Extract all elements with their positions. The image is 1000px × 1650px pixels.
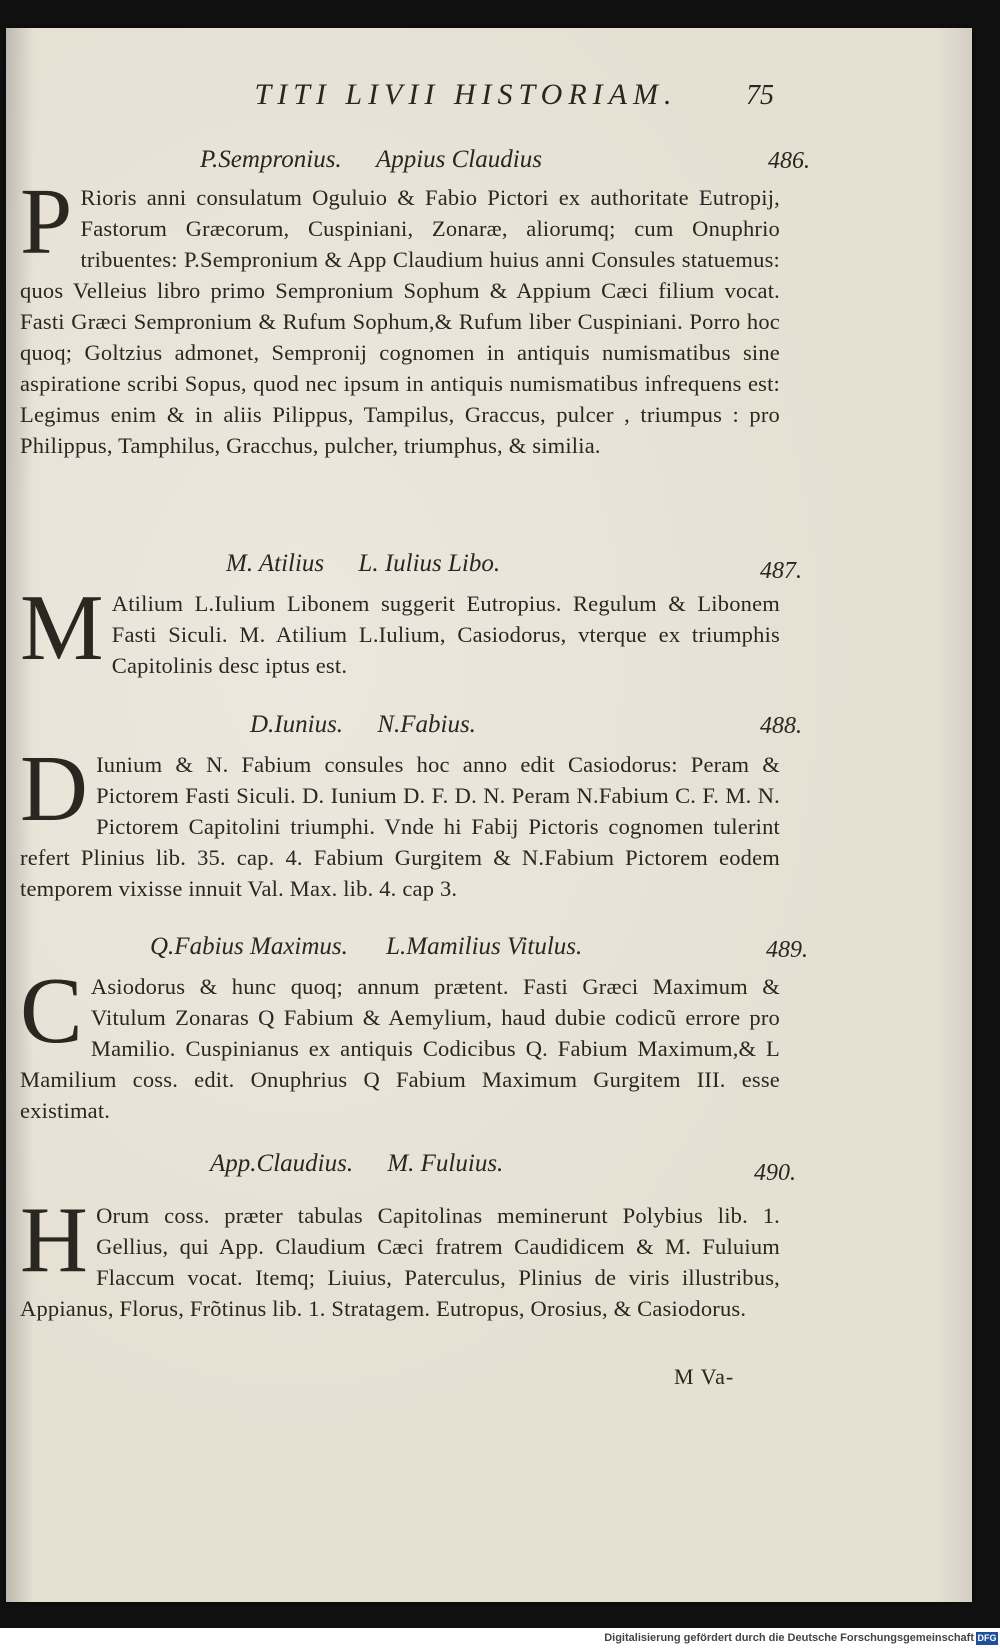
funding-credit: Digitalisierung gefördert durch die Deutsche Forschungsgemeinschaft (604, 1632, 974, 1644)
book-page (6, 28, 972, 1602)
consul-name: App.Claudius. (210, 1150, 354, 1177)
consul-name: M. Atilius (226, 550, 325, 577)
section-488 (20, 711, 802, 904)
paragraph (20, 170, 780, 461)
paragraph (20, 1188, 780, 1324)
drop-cap: D (20, 737, 89, 841)
drop-cap: M (20, 576, 104, 680)
section-heading (20, 550, 780, 578)
page-number: 75 (746, 80, 774, 111)
section-489 (20, 933, 808, 1126)
consul-name: M. Fuluius. (387, 1150, 504, 1177)
consul-name: Q.Fabius Maximus. (150, 933, 348, 960)
consul-name: Appius Claudius (375, 146, 542, 173)
section-490 (20, 1150, 796, 1324)
section-heading (20, 711, 780, 739)
year-marginal-note: 490. (754, 1160, 796, 1186)
drop-cap: H (20, 1188, 89, 1292)
catchword: M Va- (674, 1364, 735, 1389)
paragraph (20, 959, 780, 1126)
year-marginal-note: 489. (766, 937, 808, 963)
consul-name: N.Fabius. (377, 711, 476, 738)
section-heading (20, 933, 780, 961)
dfg-logo-icon: DFG (977, 1633, 997, 1643)
consul-name: P.Sempronius. (200, 146, 342, 173)
section-486 (20, 146, 810, 461)
drop-cap: C (20, 959, 83, 1063)
section-heading (20, 1150, 780, 1178)
running-title: TITI LIVII HISTORIAM. (254, 78, 678, 111)
year-marginal-note: 486. (768, 148, 810, 174)
paragraph-text: Orum coss. præter tabulas Capitolinas meminerunt Polybius lib. 1. Gellius, qui App. Claudium Cæci fratrem Caudidicem & M. Fuluium Flaccum vocat. Itemq; Liuius, Paterculus, Plinius de viris illustribus, Appianus, Florus, Frõtinus lib. 1. Stratagem. Eutropus, Orosius, & Casiodorus. (20, 1203, 780, 1321)
paragraph (20, 576, 780, 681)
paragraph-text: Rioris anni consulatum Oguluio & Fabio Pictori ex authoritate Eutropij, Fastorum Græcorum, Cuspiniani, Zonaræ, aliorumq; cum Onuphrio tribuentes: P.Sempronium & App Claudium huius anni Consules statuemus: quos Velleius libro primo Sempronium Sophum & Appium Cæci filium vocat. Fasti Græci Sempronium & Rufum Sophum,& Rufum liber Cuspiniani. Porro hoc quoq; Goltzius admonet, Sempronij cognomen in antiquis numismatibus sine aspiratione scribi Sopus, quod nec ipsum in antiquis numismatibus infrequens est: Legimus enim & in aliis Pilippus, Tampilus, Graccus, pulcer , triumpus : pro Philippus, Tamphilus, Gracchus, pulcher, triumphus, & similia. (20, 185, 780, 458)
paragraph (20, 737, 780, 904)
paragraph-text: Iunium & N. Fabium consules hoc anno edit Casiodorus: Peram & Pictorem Fasti Siculi. D. Iunium D. F. D. N. Peram N.Fabium C. F. M. N. Pictorem Capitolini triumphi. Vnde hi Fabij Pictoris cognomen tulerint refert Plinius lib. 35. cap. 4. Fabium Gurgitem & N.Fabium Pictorem eodem temporem vixisse innuit Val. Max. lib. 4. cap 3. (20, 752, 780, 901)
year-marginal-note: 488. (760, 713, 802, 739)
year-marginal-note: 487. (760, 558, 802, 584)
paragraph-text: Atilium L.Iulium Libonem suggerit Eutropius. Regulum & Libonem Fasti Siculi. M. Atilium L.Iulium, Casiodorus, vterque ex triumphis Capitolinis desc iptus est. (111, 591, 780, 678)
consul-name: L.Mamilius Vitulus. (386, 933, 583, 960)
section-487 (20, 550, 802, 681)
drop-cap: P (20, 170, 73, 274)
paragraph-text: Asiodorus & hunc quoq; annum prætent. Fasti Græci Maximum & Vitulum Zonaras Q Fabium & Aemylium, haud dubie codicũ errore pro Mamilio. Cuspinianus ex antiquis Codicibus Q. Fabium Maximum,& L Mamilium coss. edit. Onuphrius Q Fabium Maximum Gurgitem III. esse existimat. (20, 974, 780, 1123)
section-heading (20, 146, 780, 174)
digitization-footer (0, 1628, 1000, 1650)
consul-name: D.Iunius. (250, 711, 344, 738)
consul-name: L. Iulius Libo. (358, 550, 501, 577)
